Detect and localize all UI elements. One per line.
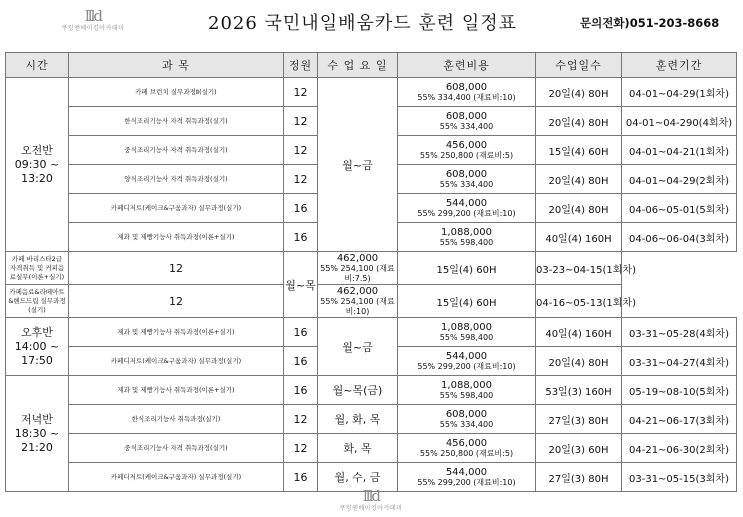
fee-discount: 55% 299,200 (재료비:10) [417,209,516,218]
training-period: 04-06~06-04(3회차) [622,223,737,252]
fee-amount: 608,000 [445,111,488,122]
fee-discount: 55% 334,400 (재료비:10) [417,93,516,102]
class-days: 월~목(금) [318,376,398,405]
footer-logo [296,488,446,516]
course-name: 카페 바리스타2급 자격취득 및 커피음료실무(이론+실기) [6,252,69,285]
fee-discount: 55% 334,400 [439,420,494,429]
fee-discount: 55% 299,200 (재료비:10) [417,478,516,487]
capacity: 12 [69,252,284,285]
training-period: 03-31~05-15(3회차) [622,463,737,492]
course-name: 제과 및 제빵기능사 취득과정(이론+실기) [69,376,284,405]
fee-amount: 1,088,000 [441,380,492,391]
fee-discount: 55% 334,400 [439,122,494,131]
capacity: 12 [284,78,318,107]
class-duration: 27일(3) 80H [536,463,622,492]
session-name: 오후반 [21,325,53,339]
course-name: 제과 및 제빵기능사 취득과정(이론+실기) [69,223,284,252]
table-row [6,252,737,285]
course-name: 제과 및 제빵기능사 취득과정(이론+실기) [69,318,284,347]
capacity: 12 [284,434,318,463]
class-duration: 53일(3) 160H [536,376,622,405]
fee-amount: 544,000 [445,467,488,478]
fee-cell [398,107,536,136]
class-duration: 15일(4) 60H [536,136,622,165]
fee-amount: 608,000 [445,409,488,420]
fee-cell [398,405,536,434]
fee-cell [398,347,536,376]
fee-cell [318,252,398,285]
session-name: 저녁반 [21,412,53,426]
course-name: 카페디저트(케이크&구움과자) 실무과정(실기) [69,347,284,376]
fee-cell [398,318,536,347]
fee-cell [398,434,536,463]
table-row [6,434,737,463]
col-header-capacity: 정원 [284,53,318,78]
fee-amount: 544,000 [445,198,488,209]
fee-discount: 55% 250,800 (재료비:5) [419,449,514,458]
class-days: 월~목 [284,252,318,318]
capacity: 12 [284,136,318,165]
training-period: 05-19~08-10(5회차) [622,376,737,405]
class-duration: 20일(4) 80H [536,347,622,376]
session-evening [6,376,69,492]
class-duration: 40일(4) 160H [536,223,622,252]
course-name: 한식조리기능사 취득과정(실기) [69,405,284,434]
capacity: 12 [284,165,318,194]
session-start: 14:00 ~ [14,339,60,353]
session-name: 오전반 [21,143,53,157]
fee-discount: 55% 598,400 [439,391,494,400]
class-days: 월, 화, 목 [318,405,398,434]
fee-cell [398,136,536,165]
session-afternoon [6,318,69,376]
fee-amount: 608,000 [445,169,488,180]
table-row [6,405,737,434]
training-period: 04-16~05-13(1회차) [536,285,622,318]
fee-amount: 1,088,000 [441,322,492,333]
fee-amount: 608,000 [445,82,488,93]
class-duration: 15일(4) 60H [398,285,536,318]
capacity: 16 [284,223,318,252]
course-name: 카페 브런치 실무과정Ⅱ(실기) [69,78,284,107]
capacity: 12 [284,405,318,434]
training-period: 04-01~04-21(1회차) [622,136,737,165]
class-duration: 20일(3) 60H [536,434,622,463]
fee-amount: 1,088,000 [441,227,492,238]
class-days: 월, 수, 금 [318,463,398,492]
session-end: 21:20 [21,440,53,454]
fee-amount: 456,000 [445,438,488,449]
capacity: 16 [284,318,318,347]
contact-phone: 문의전화)051-203-8668 [580,16,720,30]
fee-cell [398,376,536,405]
academy-logo [8,8,178,42]
logo-mark: llld [85,7,101,25]
table-row [6,318,737,347]
schedule-table [5,52,737,492]
table-row [6,78,737,107]
col-header-period: 훈련기간 [622,53,737,78]
class-duration: 20일(4) 80H [536,165,622,194]
class-duration: 20일(4) 80H [536,107,622,136]
fee-amount: 456,000 [445,140,488,151]
course-name: 중식조리기능사 자격 취득과정(실기) [69,136,284,165]
class-duration: 15일(4) 60H [398,252,536,285]
page-title: 2026 국민내일배움카드 훈련 일정표 [208,13,518,34]
fee-discount: 55% 334,400 [439,180,494,189]
training-period: 04-01~04-29(2회차) [622,165,737,194]
session-end: 17:50 [21,353,53,367]
class-duration: 27일(3) 80H [536,405,622,434]
fee-discount: 55% 254,100 (재료비:10) [320,297,395,316]
capacity: 16 [284,376,318,405]
class-days: 월~금 [318,78,398,252]
course-name: 카페음료&라떼아트&핸드드립 실무과정(실기) [6,285,69,318]
course-name: 중식조리기능사 자격 취득과정(실기) [69,434,284,463]
capacity: 16 [284,347,318,376]
class-days: 월~금 [318,318,398,376]
col-header-course: 과 목 [69,53,284,78]
training-period: 04-01~04-29(1회차) [622,78,737,107]
footer-logo-mark: llld [363,487,379,505]
session-morning [6,78,69,252]
fee-amount: 462,000 [336,253,379,264]
session-start: 18:30 ~ [14,426,60,440]
header-row [6,53,737,78]
class-duration: 20일(4) 80H [536,78,622,107]
fee-discount: 55% 254,100 (재료비:7.5) [320,264,395,283]
page-header [0,0,743,48]
course-name: 카페디저트(케이크&구움과자) 실무과정(실기) [69,194,284,223]
class-days: 화, 목 [318,434,398,463]
table-row [6,376,737,405]
col-header-time: 시간 [6,53,69,78]
capacity: 12 [69,285,284,318]
fee-discount: 55% 299,200 (재료비:10) [417,362,516,371]
course-name: 카페디저트(케이크&구움과자) 실무과정(실기) [69,463,284,492]
training-period: 04-21~06-17(3회차) [622,405,737,434]
fee-cell [398,194,536,223]
fee-amount: 544,000 [445,351,488,362]
capacity: 16 [284,194,318,223]
fee-discount: 55% 250,800 (재료비:5) [419,151,514,160]
col-header-duration: 수업일수 [536,53,622,78]
fee-amount: 462,000 [336,286,379,297]
fee-cell [398,223,536,252]
table-row [6,285,737,318]
course-name: 양식조리기능사 자격 취득과정(실기) [69,165,284,194]
fee-cell [398,165,536,194]
class-duration: 40일(4) 160H [536,318,622,347]
fee-discount: 55% 598,400 [439,333,494,342]
training-period: 03-31~05-28(4회차) [622,318,737,347]
col-header-fee: 훈련비용 [398,53,536,78]
training-period: 04-21~06-30(2회차) [622,434,737,463]
footer-logo-text: 쿠킹앤베이킹아카데미 [339,505,403,512]
capacity: 16 [284,463,318,492]
logo-text: 쿠킹앤베이킹아카데미 [61,25,125,32]
session-end: 13:20 [21,171,53,185]
training-period: 03-23~04-15(1회차) [536,252,622,285]
course-name: 한식조리기능사 자격 취득과정(실기) [69,107,284,136]
training-period: 04-01~04-290(4회차) [622,107,737,136]
fee-discount: 55% 598,400 [439,238,494,247]
capacity: 12 [284,107,318,136]
fee-cell [398,78,536,107]
session-start: 09:30 ~ [14,157,60,171]
col-header-days: 수 업 요 일 [318,53,398,78]
fee-cell [318,285,398,318]
class-duration: 20일(4) 80H [536,194,622,223]
training-period: 04-06~05-01(5회차) [622,194,737,223]
training-period: 03-31~04-27(4회차) [622,347,737,376]
